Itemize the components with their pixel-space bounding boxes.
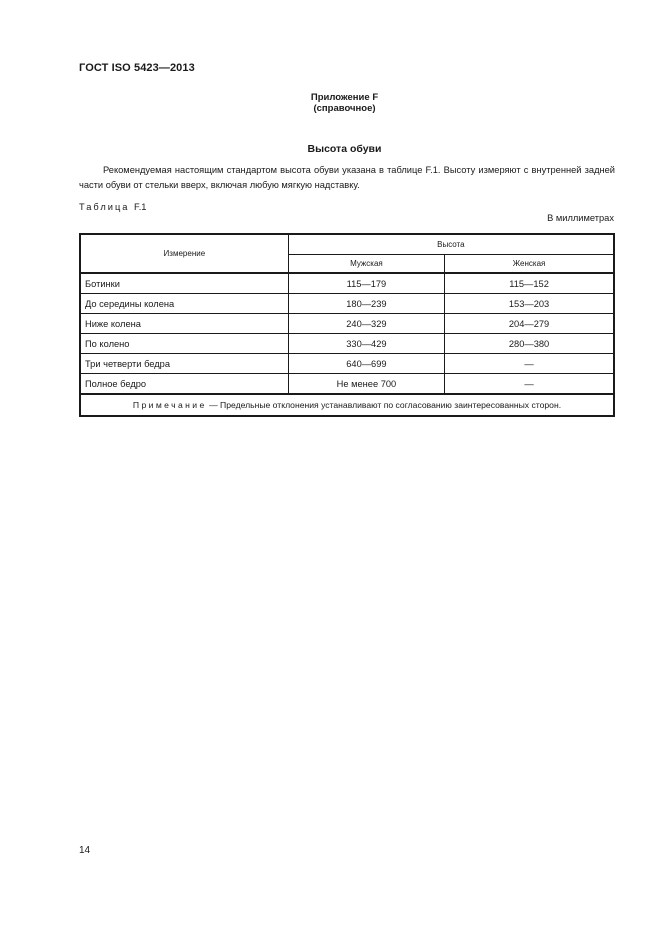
cell-women: 115—152 [445,273,614,294]
table-units: В миллиметрах [547,213,614,223]
annex-type: (справочное) [313,103,376,114]
cell-measurement: Ниже колена [80,314,288,334]
header-measurement: Измерение [80,234,288,273]
table-row [80,314,614,334]
intro-paragraph: Рекомендуемая настоящим стандартом высота обуви указана в таблице F.1. Высоту измеряют с внутренней задней части обуви от стельки вверх, включая любую мягкую надставку. [79,165,615,190]
cell-women: 153—203 [445,294,614,314]
cell-men: 115—179 [288,273,444,294]
cell-measurement: Ботинки [80,273,288,294]
cell-women: — [445,374,614,395]
cell-men: 180—239 [288,294,444,314]
document-code: ГОСТ ISO 5423—2013 [79,62,195,74]
cell-women: 280—380 [445,334,614,354]
note-text: — Предельные отклонения устанавливают по согласованию заинтересованных сторон. [209,400,562,410]
table-number: F.1 [134,202,147,212]
shoe-height-table [79,233,615,417]
note-label: Примечание [132,400,207,410]
table-note-row [80,394,614,416]
table-note [80,394,614,416]
table-row [80,273,614,294]
section-title: Высота обуви [307,143,382,155]
cell-women: 204—279 [445,314,614,334]
table-label [79,202,146,212]
cell-men: 330—429 [288,334,444,354]
cell-men: Не менее 700 [288,374,444,395]
cell-men: 640—699 [288,354,444,374]
cell-measurement: Три четверти бедра [80,354,288,374]
header-height: Высота [288,234,614,255]
cell-measurement: По колено [80,334,288,354]
page-number: 14 [79,845,91,856]
header-women: Женская [445,255,614,274]
table-row [80,294,614,314]
annex-title: Приложение F [310,92,379,103]
header-men: Мужская [288,255,444,274]
table-label-word: Таблица [79,202,130,212]
cell-measurement: До середины колена [80,294,288,314]
cell-women: — [445,354,614,374]
table-row [80,354,614,374]
cell-measurement: Полное бедро [80,374,288,395]
table-row [80,334,614,354]
table-row [80,374,614,395]
cell-men: 240—329 [288,314,444,334]
